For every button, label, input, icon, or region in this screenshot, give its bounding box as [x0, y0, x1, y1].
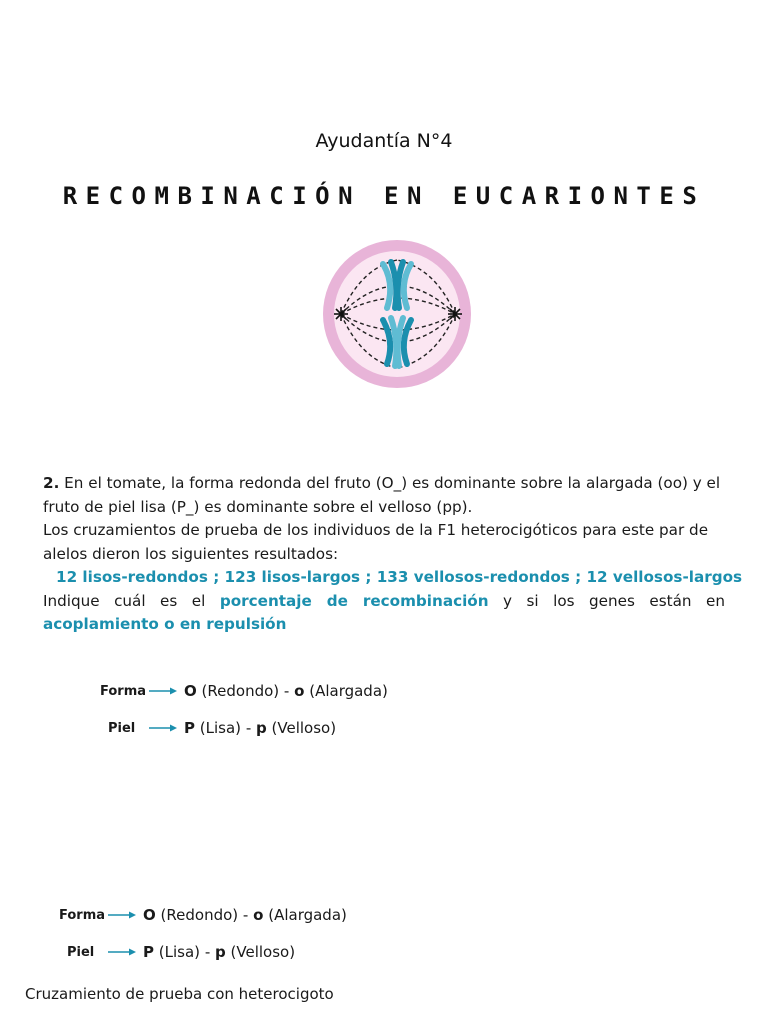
- separator: -: [242, 906, 249, 924]
- gene-row-forma: [100, 679, 388, 703]
- problem-number: 2.: [43, 474, 60, 492]
- separator: -: [245, 719, 252, 737]
- gene-row-forma-bottom: [59, 903, 347, 927]
- recessive-desc: (Alargada): [268, 906, 347, 924]
- problem-intro: [43, 472, 725, 519]
- dominant-desc: (Lisa): [199, 719, 242, 737]
- dominant-desc: (Lisa): [158, 943, 201, 961]
- dominant-allele: P: [143, 943, 154, 961]
- recessive-desc: (Velloso): [230, 943, 296, 961]
- arrow-right-icon: [148, 723, 178, 733]
- arrow-right-icon: [107, 947, 137, 957]
- recessive-allele: p: [256, 719, 267, 737]
- gene-label: Forma: [100, 683, 147, 699]
- separator: -: [204, 943, 211, 961]
- gene-label: Piel: [108, 720, 136, 736]
- arrow-right-icon: [107, 910, 137, 920]
- page-subtitle: Ayudantía N°4: [315, 130, 453, 152]
- recessive-desc: (Velloso): [271, 719, 337, 737]
- gene-row-piel-bottom: [67, 940, 295, 964]
- question-text-b: y si los genes están en: [503, 591, 726, 610]
- recessive-allele: o: [253, 906, 264, 924]
- problem-statement: [43, 472, 743, 637]
- dominant-desc: (Redondo): [160, 906, 239, 924]
- question-line: [43, 590, 725, 614]
- dominant-allele: O: [143, 906, 156, 924]
- arrow-right-icon: [148, 686, 178, 696]
- gene-label: Piel: [67, 944, 95, 960]
- gene-row-piel: [108, 716, 336, 740]
- cell-division-icon: [321, 238, 473, 390]
- gene-label: Forma: [59, 907, 106, 923]
- problem-line-1: En el tomate, la forma redonda del fruto (O_) es dominante sobre la alargada (oo) y el fruto de piel lisa (P_) es dominante sobre el velloso (pp).: [43, 474, 721, 516]
- dominant-desc: (Redondo): [201, 682, 280, 700]
- dominant-allele: P: [184, 719, 195, 737]
- recessive-allele: o: [294, 682, 305, 700]
- recessive-allele: p: [215, 943, 226, 961]
- recessive-desc: (Alargada): [309, 682, 388, 700]
- question-highlight-recombination: porcentaje de recombinación: [219, 591, 489, 610]
- separator: -: [283, 682, 290, 700]
- dominant-allele: O: [184, 682, 197, 700]
- page-title: RECOMBINACIÓN EN EUCARIONTES: [62, 182, 706, 210]
- question-highlight-linkage: acoplamiento o en repulsión: [43, 615, 287, 633]
- question-text-a: Indique cuál es el: [43, 591, 206, 610]
- cross-results: 12 lisos-redondos ; 123 lisos-largos ; 133 vellosos-redondos ; 12 vellosos-largos: [56, 568, 743, 586]
- problem-line-2: Los cruzamientos de prueba de los individuos de la F1 heterocigóticos para este par de alelos dieron los siguientes resultados:: [43, 521, 709, 563]
- footer-caption: Cruzamiento de prueba con heterocigoto: [25, 985, 334, 1003]
